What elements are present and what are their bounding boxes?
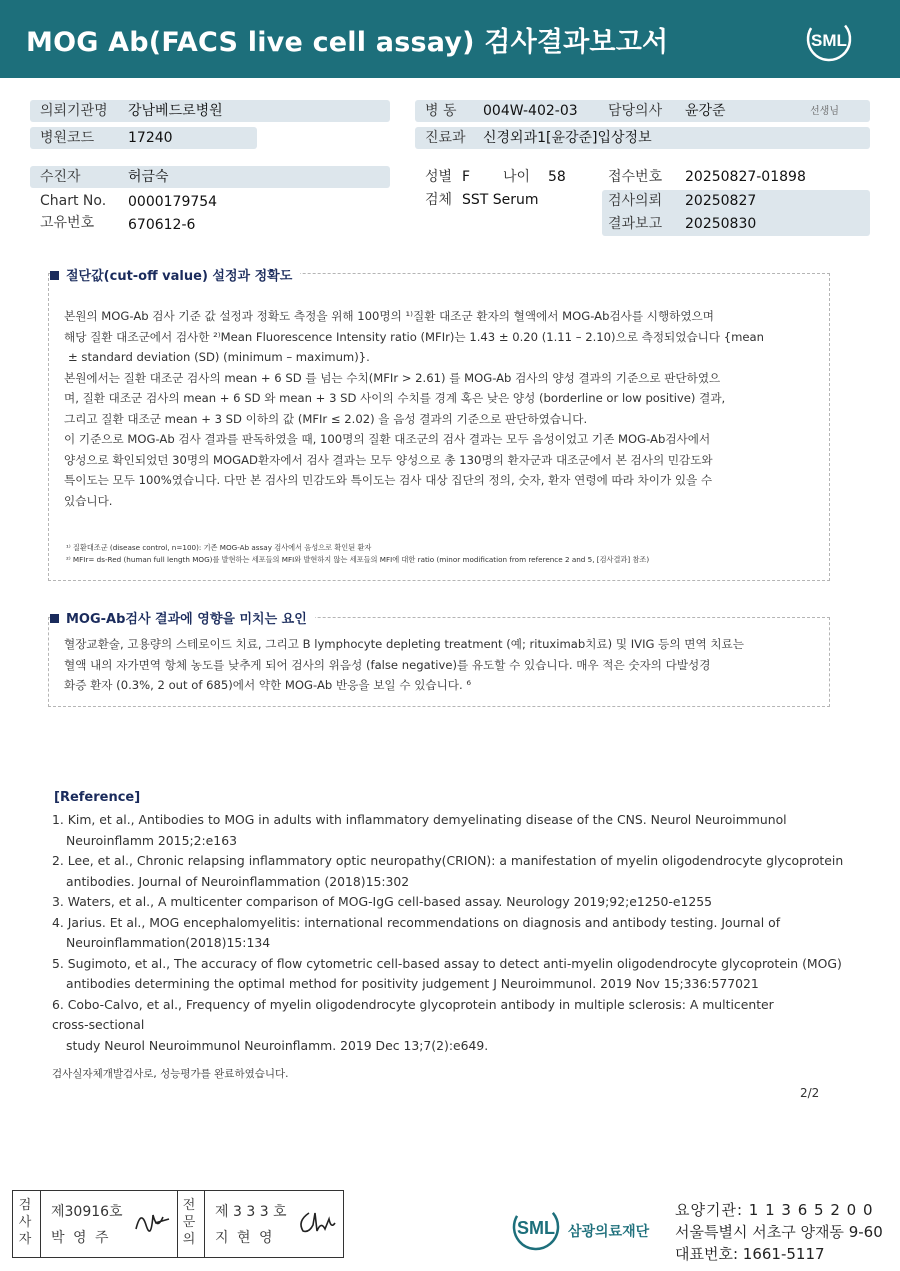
specialist-label: 전문의 (182, 1198, 196, 1247)
age-label: 나이 (503, 169, 531, 185)
reference-line: 4. Jarius. Et al., MOG encephalomyelitis: international recommendations on diagnosis and antibody testing. Journal of (52, 914, 781, 930)
page-number: 2/2 (800, 1086, 820, 1100)
signature-box (12, 1190, 344, 1258)
sex-value: F (462, 169, 471, 185)
sml-logo-icon (804, 16, 854, 62)
address: 서울특별시 서초구 양재동 9-60 (675, 1223, 883, 1241)
tester-name: 박 영 주 (51, 1230, 111, 1246)
paragraph-line: 혈액 내의 자가면역 항체 농도를 낮추게 되어 검사의 위음성 (false negative)를 유도할 수 있습니다. 매우 적은 숫자의 다발성경 (64, 657, 711, 672)
divider (204, 1191, 205, 1257)
specialist-license: 제 3 3 3 호 (215, 1204, 287, 1220)
reference-line: 5. Sugimoto, et al., The accuracy of flow cytometric cell-based assay to detect anti-myelin oligodendrocyte glycoprotein (MOG) (52, 955, 842, 971)
paragraph-line: 해당 질환 대조군에서 검사한 ²⁾Mean Fluorescence Intensity ratio (MFIr)는 1.43 ± 0.20 (1.11 – 2.10)으로 측정되었습니다 {mean (64, 329, 764, 344)
reference-line: 3. Waters, et al., A multicenter comparison of MOG-IgG cell-based assay. Neurology 2019;92;e1250-e1255 (52, 894, 713, 909)
ward-value: 004W-402-03 (483, 103, 578, 119)
paragraph-line: 며, 질환 대조군 검사의 mean + 6 SD 와 mean + 3 SD 사이의 수치를 경계 혹은 낮은 양성 (borderline or low positive) 결과, (64, 391, 726, 405)
request-label: 검사의뢰 (608, 193, 663, 209)
report-title: MOG Ab(FACS live cell assay) 검사결과보고서 (26, 27, 669, 58)
paragraph-line: 본원의 MOG-Ab 검사 기준 값 설정과 정확도 측정을 위해 100명의 ¹⁾질환 대조군 환자의 혈액에서 MOG-Ab검사를 시행하였으며 (64, 309, 714, 323)
svg-text:SML: SML (517, 1218, 555, 1238)
chart-value: 0000179754 (128, 194, 218, 210)
reference-title: [Reference] (54, 790, 141, 805)
paragraph-line: 혈장교환술, 고용량의 스테로이드 치료, 그리고 B lymphocyte depleting treatment (예; rituximab치료) 및 IVIG 등의 면역 치료는 (64, 637, 744, 651)
dept-label: 진료과 (425, 130, 466, 146)
divider (40, 1191, 41, 1257)
sml-footer-logo-icon (512, 1200, 560, 1254)
square-bullet-icon (50, 271, 59, 280)
paragraph-line: 화증 환자 (0.3%, 2 out of 685)에서 약한 MOG-Ab 반응을 보일 수 있습니다. ⁶ (64, 678, 472, 692)
institution-label: 의뢰기관명 (40, 103, 108, 119)
unique-label: 고유번호 (40, 215, 95, 231)
institution-value: 강남베드로병원 (128, 103, 223, 119)
specimen-value: SST Serum (462, 192, 539, 208)
reference-line: antibodies. Journal of Neuroinflammation (2018)15:302 (66, 873, 410, 889)
row-bar (30, 166, 390, 188)
paragraph-line: 그리고 질환 대조군 mean + 3 SD 이하의 값 (MFIr ≤ 2.02) 을 음성 결과의 기준으로 판단하였습니다. (64, 411, 588, 426)
reference-line: cross-sectional (52, 1017, 145, 1032)
hospital-code-label: 병원코드 (40, 130, 95, 146)
paragraph-line: ± standard deviation (SD) (minimum – maximum)}. (68, 350, 370, 364)
paragraph-line: 있습니다. (64, 493, 113, 508)
examinee-value: 허금숙 (128, 169, 169, 185)
cutoff-paragraph (64, 306, 824, 511)
chart-label: Chart No. (40, 193, 107, 209)
reference-line: Neuroinflamm 2015;2:e163 (66, 832, 237, 848)
factors-section-title: MOG-Ab검사 결과에 영향을 미치는 요인 (50, 608, 315, 627)
tester-label: 검사자 (18, 1198, 32, 1247)
reference-list (52, 810, 852, 1056)
hospital-code-value: 17240 (128, 130, 173, 146)
validation-note: 검사실자체개발검사로, 성능평가를 완료하였습니다. (52, 1068, 289, 1080)
age-value: 58 (548, 169, 566, 185)
reference-line: Neuroinflammation(2018)15:134 (66, 935, 271, 950)
specialist-signature-icon (295, 1207, 339, 1237)
cutoff-section-title: 절단값(cut-off value) 설정과 정확도 (50, 265, 300, 284)
paragraph-line: 이 기준으로 MOG-Ab 검사 결과를 판독하였을 때, 100명의 질환 대조군의 검사 결과는 모두 음성이었고 기존 MOG-Ab검사에서 (64, 432, 711, 446)
care-institution-number: 요양기관: 1 1 3 6 5 2 0 0 (675, 1201, 874, 1219)
reference-line: antibodies determining the optimal method for positivity judgement J Neuroimmunol. 2019 Nov 15;336:577021 (66, 976, 759, 991)
reference-line: 2. Lee, et al., Chronic relapsing inflammatory optic neuropathy(CRION): a manifestation of myelin oligodendrocyte glycoprotein (52, 853, 844, 868)
receipt-label: 접수번호 (608, 169, 663, 185)
tester-signature-icon (133, 1205, 173, 1235)
paragraph-line: 특이도는 모두 100%였습니다. 다만 본 검사의 민감도와 특이도는 검사 대상 집단의 정의, 숫자, 환자 연령에 따라 차이가 있을 수 (64, 473, 713, 487)
footnote-2: ²⁾ MFIr= ds-Red (human full length MOG)를 발현하는 세포들의 MFI와 발현하지 않는 세포들의 MFI에 대한 ratio (minor modification from reference 2 and 5, [검사결과] 참조) (66, 555, 650, 564)
phone-number: 대표번호: 1661-5117 (675, 1245, 825, 1263)
paragraph-line: 본원에서는 질환 대조군 검사의 mean + 6 SD 를 넘는 수치(MFIr > 2.61) 를 MOG-Ab 검사의 양성 결과의 기준으로 판단하였으 (64, 370, 721, 385)
ward-label: 병 동 (425, 103, 457, 119)
reference-line: 6. Cobo-Calvo, et al., Frequency of myelin oligodendrocyte glycoprotein antibody in multiple sclerosis: A multicenter (52, 996, 774, 1012)
tester-license: 제30916호 (51, 1204, 123, 1220)
receipt-value: 20250827-01898 (685, 169, 806, 185)
request-value: 20250827 (685, 193, 757, 209)
factors-paragraph (64, 634, 824, 696)
report-date-value: 20250830 (685, 216, 757, 232)
unique-value: 670612-6 (128, 217, 196, 233)
specimen-label: 검체 (425, 192, 453, 208)
footnote-1: ¹⁾ 질환대조군 (disease control, n=100): 기존 MOG-Ab assay 검사에서 음성으로 확인된 환자 (66, 543, 372, 552)
doctor-value: 윤강준 (685, 103, 726, 119)
specialist-name: 지 현 영 (215, 1230, 275, 1246)
reference-line: 1. Kim, et al., Antibodies to MOG in adults with inflammatory demyelinating disease of the CNS. Neurol Neuroimmunol (52, 812, 787, 827)
paragraph-line: 양성으로 확인되었던 30명의 MOGAD환자에서 검사 결과는 모두 양성으로 총 130명의 환자군과 대조군에서 본 검사의 민감도와 (64, 452, 713, 467)
dept-value: 신경외과1[윤강준]입상정보 (483, 130, 652, 146)
report-date-label: 결과보고 (608, 216, 663, 232)
svg-text:SML: SML (811, 31, 847, 50)
divider (177, 1191, 178, 1257)
reference-line: study Neurol Neuroimmunol Neuroinflamm. 2019 Dec 13;7(2):e649. (66, 1037, 489, 1053)
square-bullet-icon (50, 614, 59, 623)
examinee-label: 수진자 (40, 169, 81, 185)
sex-label: 성별 (425, 169, 453, 185)
org-name: 삼광의료재단 (568, 1224, 650, 1240)
doctor-suffix: 선생님 (810, 106, 839, 117)
doctor-label: 담당의사 (608, 103, 663, 119)
report-header (0, 0, 900, 78)
